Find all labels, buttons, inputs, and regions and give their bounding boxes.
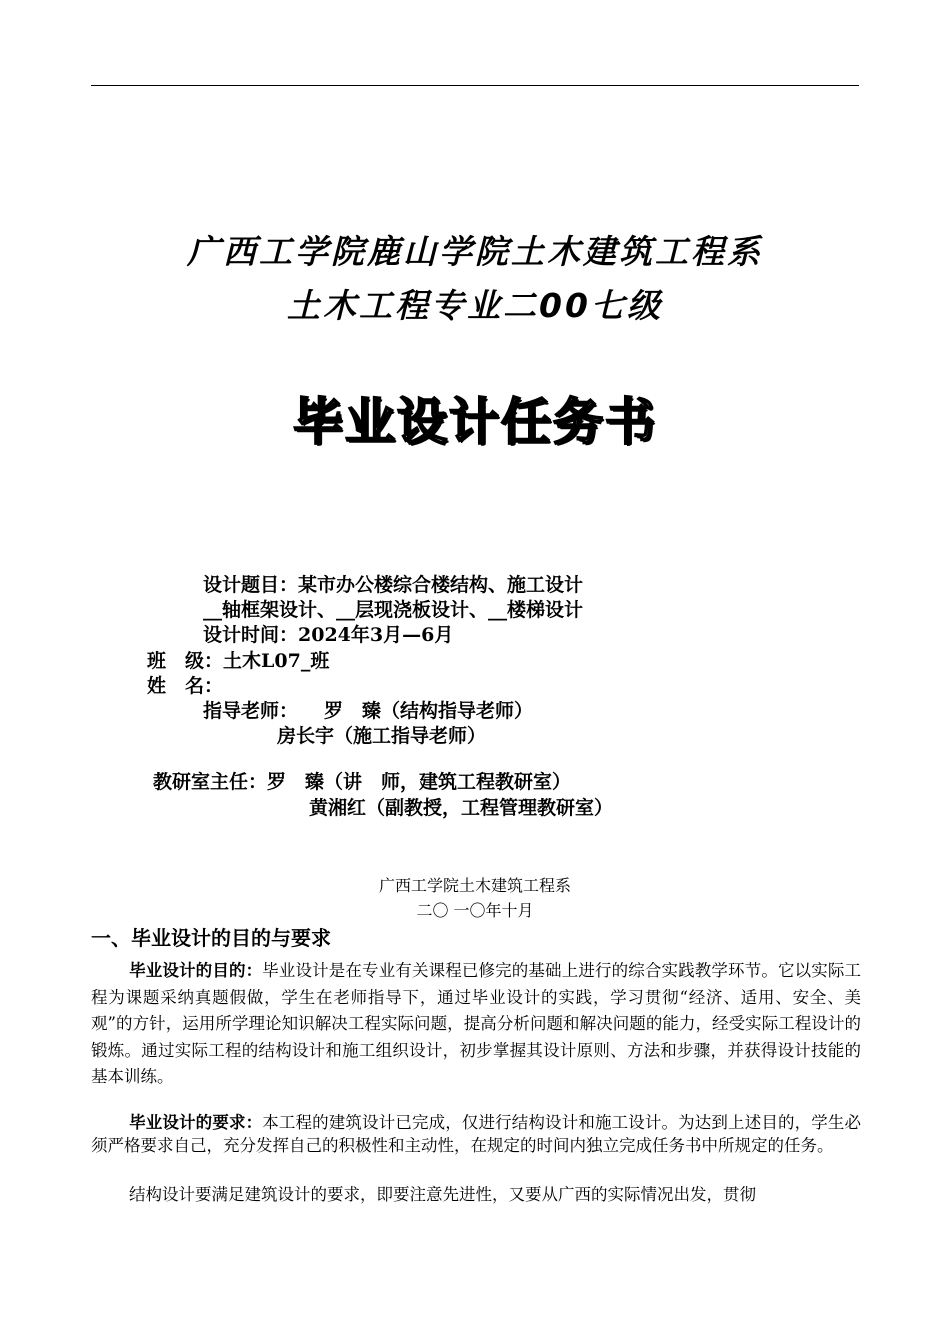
design-topic-subitems: __轴框架设计、__层现浇板设计、__楼梯设计 xyxy=(203,599,584,621)
student-name-row xyxy=(147,674,223,698)
structure-paragraph xyxy=(91,1183,861,1206)
design-topic-value: 某市办公楼综合楼结构、施工设计 xyxy=(298,574,584,596)
design-time-row xyxy=(203,623,453,647)
design-time-label: 设计时间： xyxy=(203,624,299,646)
purpose-label: 毕业设计的目的： xyxy=(129,961,263,980)
class-label: 班 级： xyxy=(147,650,224,672)
purpose-text: 毕业设计是在专业有关课程已修完的基础上进行的综合实践教学环节。它以实际工程为课题采纳真题假做，学生在老师指导下，通过毕业设计的实践，学习贯彻“经济、适用、安全、美观”的方针，运用所学理论知识解决工程实际问题，提高分析问题和解决问题的能力，经受实际工程设计的锻炼。通过实际工程的结构设计和施工组织设计，初步掌握其设计原则、方法和步骤，并获得设计技能的基本训练。 xyxy=(91,961,862,1087)
requirement-text: 本工程的建筑设计已完成，仅进行结构设计和施工设计。为达到上述目的，学生必须严格要求自己，充分发挥自己的积极性和主动性，在规定的时间内独立完成任务书中所规定的任务。 xyxy=(91,1113,862,1155)
advisor-construction: 房长宇（施工指导老师） xyxy=(277,725,487,747)
design-time-value: 2024年3月—6月 xyxy=(298,624,454,646)
class-row xyxy=(147,649,329,673)
director-management: 黄湘红（副教授，工程管理教研室） xyxy=(309,797,614,819)
student-name-label: 姓 名： xyxy=(147,675,224,697)
major-grade-line: 土木工程专业二00七级 xyxy=(287,286,663,325)
section-heading: 一、毕业设计的目的与要求 xyxy=(91,926,331,950)
director-row xyxy=(153,770,571,794)
advisor-row xyxy=(203,699,533,723)
director-structure: 罗 臻（讲 师，建筑工程教研室） xyxy=(267,771,572,793)
footer-department: 广西工学院土木建筑工程系 xyxy=(378,876,571,895)
requirement-paragraph xyxy=(91,1111,861,1157)
design-topic-label: 设计题目： xyxy=(203,574,299,596)
structure-text: 结构设计要满足建筑设计的要求，即要注意先进性，又要从广西的实际情况出发，贯彻 xyxy=(129,1185,756,1204)
school-name-line: 广西工学院鹿山学院土木建筑工程系 xyxy=(187,232,763,271)
top-horizontal-rule xyxy=(91,85,859,86)
footer-date: 二〇 一〇年十月 xyxy=(416,901,534,920)
advisor-label: 指导老师： xyxy=(203,700,299,722)
advisor-structure: 罗 臻（结构指导老师） xyxy=(324,700,534,722)
class-value: 土木L07_班 xyxy=(223,650,330,672)
director-label: 教研室主任： xyxy=(153,771,268,793)
requirement-label: 毕业设计的要求： xyxy=(129,1113,263,1132)
design-topic-row xyxy=(203,573,583,597)
purpose-paragraph xyxy=(91,958,861,1091)
document-title: 毕业设计任务书 xyxy=(293,393,657,451)
